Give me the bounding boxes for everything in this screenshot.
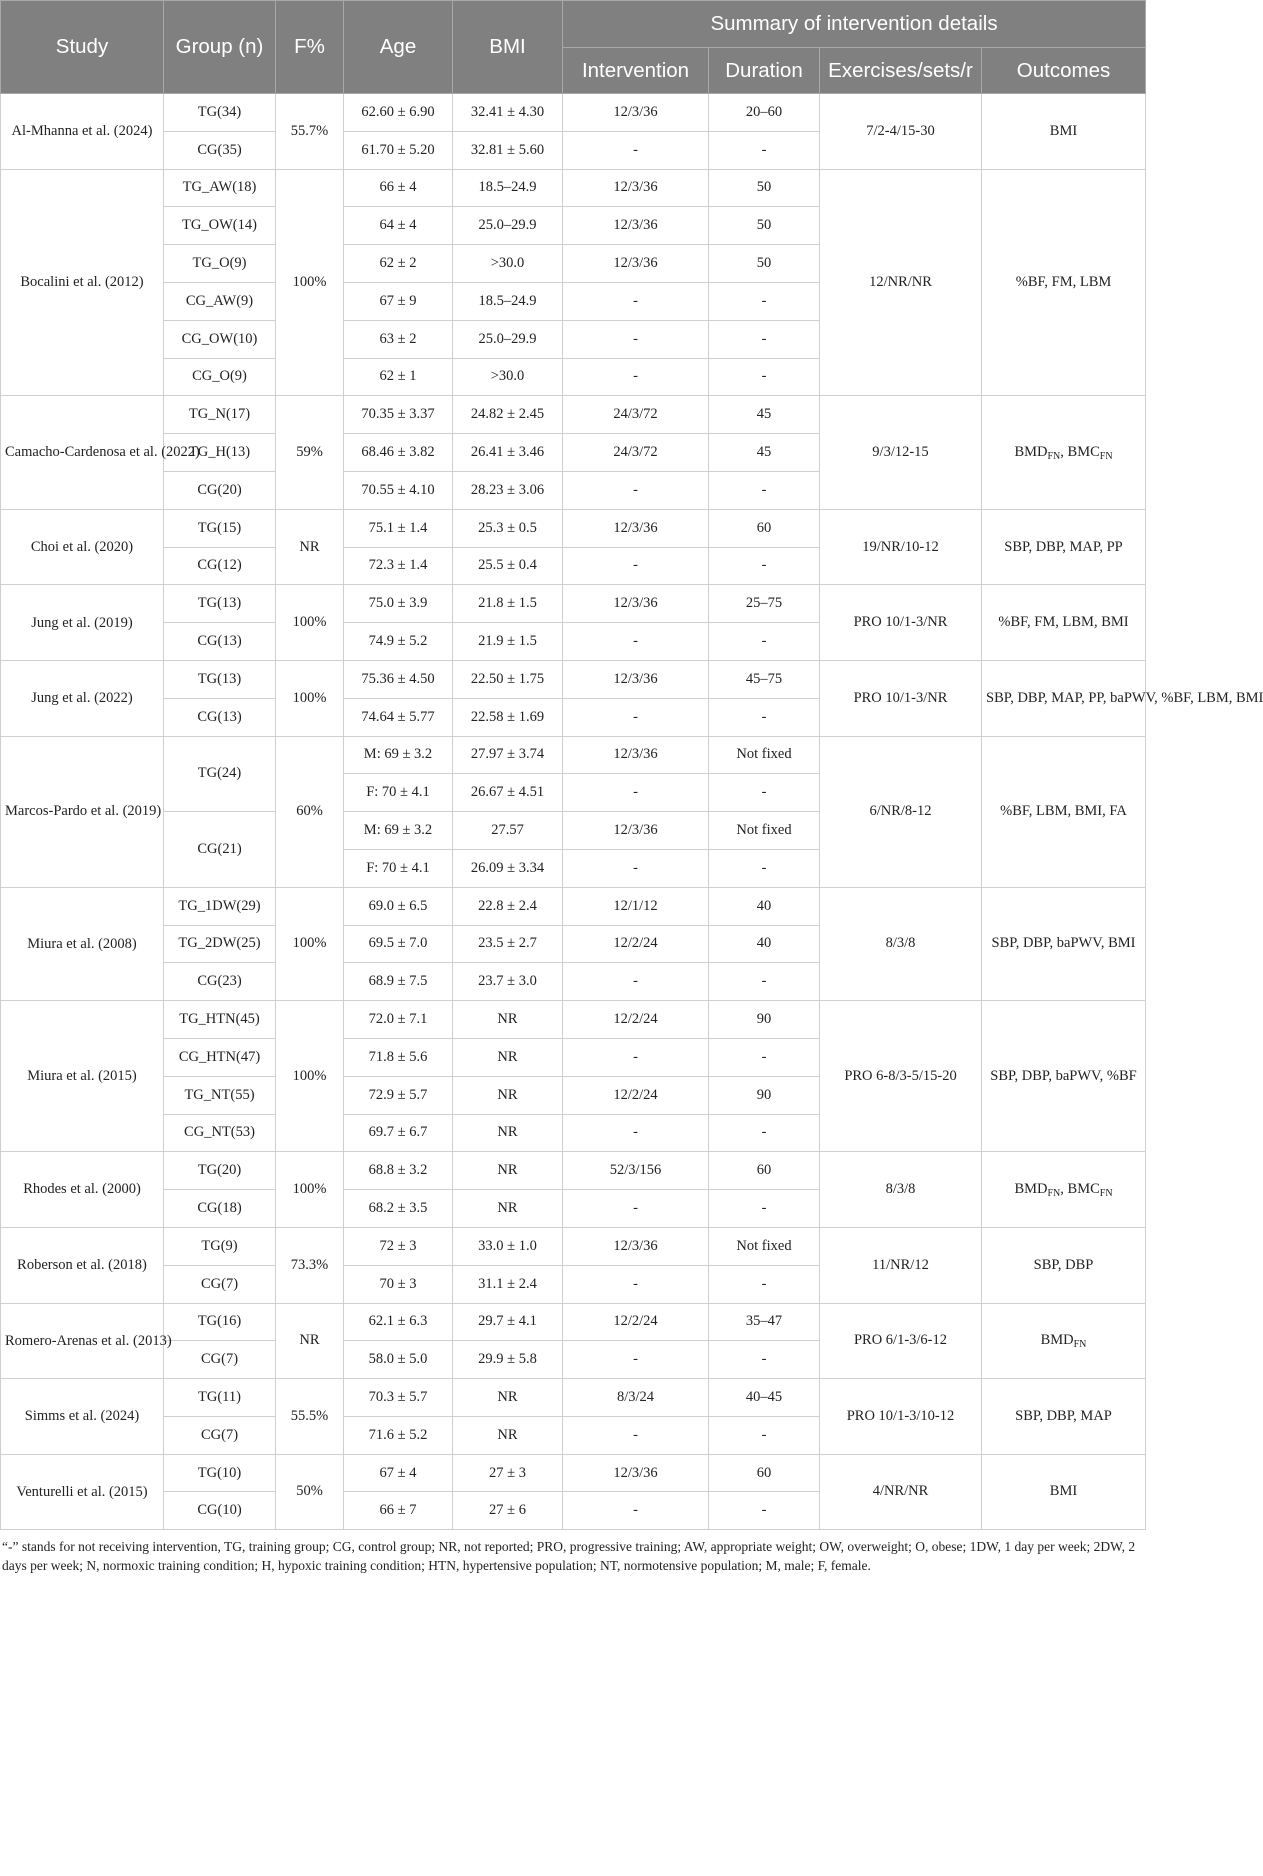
study-cell: Rhodes et al. (2000) bbox=[1, 1152, 164, 1228]
intervention-cell: 12/3/36 bbox=[563, 169, 709, 207]
age-cell: 66 ± 7 bbox=[344, 1492, 453, 1530]
female-pct-cell: 60% bbox=[276, 736, 344, 887]
intervention-cell: - bbox=[563, 471, 709, 509]
study-cell: Romero-Arenas et al. (2013) bbox=[1, 1303, 164, 1379]
duration-cell: - bbox=[709, 1341, 820, 1379]
exercises-cell: PRO 10/1-3/10-12 bbox=[820, 1379, 982, 1455]
bmi-cell: NR bbox=[453, 1152, 563, 1190]
bmi-cell: 32.41 ± 4.30 bbox=[453, 94, 563, 132]
exercises-cell: PRO 6-8/3-5/15-20 bbox=[820, 1001, 982, 1152]
age-cell: 68.46 ± 3.82 bbox=[344, 434, 453, 472]
outcomes-cell: %BF, FM, LBM, BMI bbox=[982, 585, 1146, 661]
duration-cell: 50 bbox=[709, 245, 820, 283]
intervention-cell: - bbox=[563, 1038, 709, 1076]
outcomes-cell: SBP, DBP, MAP bbox=[982, 1379, 1146, 1455]
duration-cell: 40 bbox=[709, 887, 820, 925]
duration-cell: - bbox=[709, 963, 820, 1001]
bmi-cell: NR bbox=[453, 1416, 563, 1454]
age-cell: 69.5 ± 7.0 bbox=[344, 925, 453, 963]
bmi-cell: NR bbox=[453, 1076, 563, 1114]
bmi-cell: NR bbox=[453, 1038, 563, 1076]
outcomes-cell: SBP, DBP, MAP, PP bbox=[982, 509, 1146, 585]
duration-cell: - bbox=[709, 131, 820, 169]
intervention-cell: - bbox=[563, 282, 709, 320]
table-row bbox=[1, 1152, 1146, 1190]
duration-cell: - bbox=[709, 1265, 820, 1303]
bmi-cell: 32.81 ± 5.60 bbox=[453, 131, 563, 169]
age-cell: 71.6 ± 5.2 bbox=[344, 1416, 453, 1454]
outcomes-cell: $BMD_{FN}$ bbox=[982, 1303, 1146, 1379]
duration-cell: 35–47 bbox=[709, 1303, 820, 1341]
female-pct-cell: 100% bbox=[276, 660, 344, 736]
table-row bbox=[1, 1227, 1146, 1265]
bmi-cell: NR bbox=[453, 1379, 563, 1417]
group-cell: TG_HTN(45) bbox=[164, 1001, 276, 1039]
table-row bbox=[1, 585, 1146, 623]
intervention-cell: 12/3/36 bbox=[563, 1227, 709, 1265]
group-cell: TG(34) bbox=[164, 94, 276, 132]
duration-cell: 60 bbox=[709, 1152, 820, 1190]
table-row bbox=[1, 396, 1146, 434]
group-cell: CG(23) bbox=[164, 963, 276, 1001]
outcomes-cell: SBP, DBP, baPWV, %BF bbox=[982, 1001, 1146, 1152]
bmi-cell: 29.7 ± 4.1 bbox=[453, 1303, 563, 1341]
outcomes-cell: SBP, DBP, MAP, PP, baPWV, %BF, LBM, BMI bbox=[982, 660, 1146, 736]
duration-cell: 20–60 bbox=[709, 94, 820, 132]
table-row bbox=[1, 660, 1146, 698]
group-cell: CG(10) bbox=[164, 1492, 276, 1530]
header-exercises: Exercises/sets/r bbox=[820, 48, 982, 94]
intervention-cell: 12/1/12 bbox=[563, 887, 709, 925]
table-row bbox=[1, 1379, 1146, 1417]
study-cell: Choi et al. (2020) bbox=[1, 509, 164, 585]
outcomes-cell: BMI bbox=[982, 94, 1146, 170]
group-cell: CG(7) bbox=[164, 1341, 276, 1379]
exercises-cell: 12/NR/NR bbox=[820, 169, 982, 396]
bmi-cell: 33.0 ± 1.0 bbox=[453, 1227, 563, 1265]
group-cell: CG(12) bbox=[164, 547, 276, 585]
outcomes-cell: %BF, LBM, BMI, FA bbox=[982, 736, 1146, 887]
intervention-cell: 12/2/24 bbox=[563, 1076, 709, 1114]
duration-cell: - bbox=[709, 282, 820, 320]
intervention-cell: 12/3/36 bbox=[563, 1454, 709, 1492]
duration-cell: 25–75 bbox=[709, 585, 820, 623]
intervention-cell: - bbox=[563, 1492, 709, 1530]
bmi-cell: 26.41 ± 3.46 bbox=[453, 434, 563, 472]
study-cell: Al-Mhanna et al. (2024) bbox=[1, 94, 164, 170]
duration-cell: 90 bbox=[709, 1076, 820, 1114]
bmi-cell: 18.5–24.9 bbox=[453, 282, 563, 320]
bmi-cell: 27.97 ± 3.74 bbox=[453, 736, 563, 774]
study-cell: Jung et al. (2019) bbox=[1, 585, 164, 661]
age-cell: 62 ± 2 bbox=[344, 245, 453, 283]
duration-cell: 90 bbox=[709, 1001, 820, 1039]
age-cell: 74.64 ± 5.77 bbox=[344, 698, 453, 736]
intervention-cell: - bbox=[563, 1416, 709, 1454]
outcomes-cell: $BMD_{FN}$, $BMC_{FN}$ bbox=[982, 396, 1146, 509]
study-cell: Jung et al. (2022) bbox=[1, 660, 164, 736]
group-cell: TG_N(17) bbox=[164, 396, 276, 434]
age-cell: 70 ± 3 bbox=[344, 1265, 453, 1303]
bmi-cell: 29.9 ± 5.8 bbox=[453, 1341, 563, 1379]
exercises-cell: 8/3/8 bbox=[820, 887, 982, 1000]
duration-cell: - bbox=[709, 1038, 820, 1076]
bmi-cell: 23.5 ± 2.7 bbox=[453, 925, 563, 963]
age-cell: 74.9 ± 5.2 bbox=[344, 623, 453, 661]
exercises-cell: 6/NR/8-12 bbox=[820, 736, 982, 887]
table-row bbox=[1, 736, 1146, 774]
age-cell: F: 70 ± 4.1 bbox=[344, 849, 453, 887]
intervention-cell: - bbox=[563, 320, 709, 358]
group-cell: CG(13) bbox=[164, 623, 276, 661]
age-cell: 72 ± 3 bbox=[344, 1227, 453, 1265]
outcomes-cell: %BF, FM, LBM bbox=[982, 169, 1146, 396]
age-cell: 63 ± 2 bbox=[344, 320, 453, 358]
study-cell: Marcos-Pardo et al. (2019) bbox=[1, 736, 164, 887]
intervention-cell: - bbox=[563, 1190, 709, 1228]
age-cell: 58.0 ± 5.0 bbox=[344, 1341, 453, 1379]
age-cell: 64 ± 4 bbox=[344, 207, 453, 245]
female-pct-cell: 73.3% bbox=[276, 1227, 344, 1303]
bmi-cell: 28.23 ± 3.06 bbox=[453, 471, 563, 509]
age-cell: 62.60 ± 6.90 bbox=[344, 94, 453, 132]
group-cell: CG_NT(53) bbox=[164, 1114, 276, 1152]
age-cell: 71.8 ± 5.6 bbox=[344, 1038, 453, 1076]
exercises-cell: 19/NR/10-12 bbox=[820, 509, 982, 585]
table-row bbox=[1, 1303, 1146, 1341]
duration-cell: 45 bbox=[709, 396, 820, 434]
duration-cell: - bbox=[709, 849, 820, 887]
exercises-cell: PRO 6/1-3/6-12 bbox=[820, 1303, 982, 1379]
age-cell: 62 ± 1 bbox=[344, 358, 453, 396]
intervention-cell: - bbox=[563, 1265, 709, 1303]
group-cell: CG(18) bbox=[164, 1190, 276, 1228]
duration-cell: - bbox=[709, 547, 820, 585]
study-cell: Miura et al. (2008) bbox=[1, 887, 164, 1000]
intervention-cell: - bbox=[563, 547, 709, 585]
female-pct-cell: NR bbox=[276, 509, 344, 585]
outcomes-cell: SBP, DBP bbox=[982, 1227, 1146, 1303]
exercises-cell: 11/NR/12 bbox=[820, 1227, 982, 1303]
table-row bbox=[1, 169, 1146, 207]
duration-cell: - bbox=[709, 1190, 820, 1228]
age-cell: 66 ± 4 bbox=[344, 169, 453, 207]
female-pct-cell: 100% bbox=[276, 169, 344, 396]
bmi-cell: 31.1 ± 2.4 bbox=[453, 1265, 563, 1303]
age-cell: 61.70 ± 5.20 bbox=[344, 131, 453, 169]
table-row bbox=[1, 1001, 1146, 1039]
header-summary: Summary of intervention details bbox=[563, 1, 1146, 48]
study-cell: Camacho-Cardenosa et al. (2022) bbox=[1, 396, 164, 509]
intervention-cell: - bbox=[563, 849, 709, 887]
study-cell: Venturelli et al. (2015) bbox=[1, 1454, 164, 1530]
bmi-cell: 22.58 ± 1.69 bbox=[453, 698, 563, 736]
group-cell: TG_2DW(25) bbox=[164, 925, 276, 963]
duration-cell: - bbox=[709, 698, 820, 736]
age-cell: 62.1 ± 6.3 bbox=[344, 1303, 453, 1341]
duration-cell: 50 bbox=[709, 207, 820, 245]
intervention-cell: - bbox=[563, 698, 709, 736]
intervention-cell: 12/3/36 bbox=[563, 207, 709, 245]
bmi-cell: NR bbox=[453, 1190, 563, 1228]
group-cell: CG(13) bbox=[164, 698, 276, 736]
bmi-cell: 26.09 ± 3.34 bbox=[453, 849, 563, 887]
group-cell: CG(35) bbox=[164, 131, 276, 169]
age-cell: 75.0 ± 3.9 bbox=[344, 585, 453, 623]
bmi-cell: 25.0–29.9 bbox=[453, 320, 563, 358]
duration-cell: Not fixed bbox=[709, 812, 820, 850]
exercises-cell: PRO 10/1-3/NR bbox=[820, 585, 982, 661]
group-cell: CG_OW(10) bbox=[164, 320, 276, 358]
duration-cell: - bbox=[709, 623, 820, 661]
table-footnote: “-” stands for not receiving intervention, TG, training group; CG, control group; NR, not reported; PRO, progressive training; AW, appropriate weight; OW, overweight; O, obese; 1DW, 1 day per week; 2DW, 2 days per week; N, normoxic training condition; H, hypoxic training condition; HTN, hypertensive population; NT, normotensive population; M, male; F, female. bbox=[2, 1539, 1136, 1573]
bmi-cell: NR bbox=[453, 1001, 563, 1039]
table-row bbox=[1, 887, 1146, 925]
intervention-cell: 12/2/24 bbox=[563, 1303, 709, 1341]
outcomes-cell: BMI bbox=[982, 1454, 1146, 1530]
intervention-cell: 12/3/36 bbox=[563, 94, 709, 132]
header-group: Group (n) bbox=[164, 1, 276, 94]
bmi-cell: NR bbox=[453, 1114, 563, 1152]
group-cell: TG(10) bbox=[164, 1454, 276, 1492]
header-study: Study bbox=[1, 1, 164, 94]
bmi-cell: 27 ± 6 bbox=[453, 1492, 563, 1530]
bmi-cell: 23.7 ± 3.0 bbox=[453, 963, 563, 1001]
intervention-cell: - bbox=[563, 1114, 709, 1152]
duration-cell: 60 bbox=[709, 1454, 820, 1492]
age-cell: 67 ± 4 bbox=[344, 1454, 453, 1492]
age-cell: 67 ± 9 bbox=[344, 282, 453, 320]
study-cell: Bocalini et al. (2012) bbox=[1, 169, 164, 396]
group-cell: TG_1DW(29) bbox=[164, 887, 276, 925]
age-cell: M: 69 ± 3.2 bbox=[344, 736, 453, 774]
duration-cell: 45–75 bbox=[709, 660, 820, 698]
duration-cell: - bbox=[709, 471, 820, 509]
duration-cell: 50 bbox=[709, 169, 820, 207]
group-cell: TG(20) bbox=[164, 1152, 276, 1190]
group-cell: CG(20) bbox=[164, 471, 276, 509]
exercises-cell: PRO 10/1-3/NR bbox=[820, 660, 982, 736]
age-cell: 69.0 ± 6.5 bbox=[344, 887, 453, 925]
intervention-cell: - bbox=[563, 358, 709, 396]
group-cell: TG_NT(55) bbox=[164, 1076, 276, 1114]
intervention-cell: 12/3/36 bbox=[563, 245, 709, 283]
female-pct-cell: 100% bbox=[276, 887, 344, 1000]
age-cell: 75.1 ± 1.4 bbox=[344, 509, 453, 547]
bmi-cell: >30.0 bbox=[453, 358, 563, 396]
duration-cell: - bbox=[709, 1492, 820, 1530]
table-row bbox=[1, 1454, 1146, 1492]
group-cell: CG_AW(9) bbox=[164, 282, 276, 320]
intervention-cell: - bbox=[563, 774, 709, 812]
female-pct-cell: 55.5% bbox=[276, 1379, 344, 1455]
table-row bbox=[1, 509, 1146, 547]
duration-cell: 45 bbox=[709, 434, 820, 472]
bmi-cell: 26.67 ± 4.51 bbox=[453, 774, 563, 812]
intervention-cell: 12/3/36 bbox=[563, 736, 709, 774]
bmi-cell: 21.9 ± 1.5 bbox=[453, 623, 563, 661]
age-cell: 72.3 ± 1.4 bbox=[344, 547, 453, 585]
group-cell: TG(16) bbox=[164, 1303, 276, 1341]
group-cell: CG_HTN(47) bbox=[164, 1038, 276, 1076]
bmi-cell: 25.3 ± 0.5 bbox=[453, 509, 563, 547]
exercises-cell: 7/2-4/15-30 bbox=[820, 94, 982, 170]
bmi-cell: 27 ± 3 bbox=[453, 1454, 563, 1492]
outcomes-cell: SBP, DBP, baPWV, BMI bbox=[982, 887, 1146, 1000]
bmi-cell: 22.50 ± 1.75 bbox=[453, 660, 563, 698]
female-pct-cell: 100% bbox=[276, 1001, 344, 1152]
intervention-cell: - bbox=[563, 963, 709, 1001]
bmi-cell: 24.82 ± 2.45 bbox=[453, 396, 563, 434]
group-cell: TG(15) bbox=[164, 509, 276, 547]
intervention-cell: - bbox=[563, 131, 709, 169]
header-intervention: Intervention bbox=[563, 48, 709, 94]
age-cell: 72.0 ± 7.1 bbox=[344, 1001, 453, 1039]
age-cell: M: 69 ± 3.2 bbox=[344, 812, 453, 850]
duration-cell: 40 bbox=[709, 925, 820, 963]
group-cell: TG(9) bbox=[164, 1227, 276, 1265]
group-cell: TG_H(13) bbox=[164, 434, 276, 472]
female-pct-cell: NR bbox=[276, 1303, 344, 1379]
outcomes-cell: $BMD_{FN}$, $BMC_{FN}$ bbox=[982, 1152, 1146, 1228]
header-duration: Duration bbox=[709, 48, 820, 94]
group-cell: TG(11) bbox=[164, 1379, 276, 1417]
age-cell: 68.9 ± 7.5 bbox=[344, 963, 453, 1001]
intervention-cell: 24/3/72 bbox=[563, 434, 709, 472]
exercises-cell: 4/NR/NR bbox=[820, 1454, 982, 1530]
study-cell: Roberson et al. (2018) bbox=[1, 1227, 164, 1303]
age-cell: 72.9 ± 5.7 bbox=[344, 1076, 453, 1114]
bmi-cell: 25.5 ± 0.4 bbox=[453, 547, 563, 585]
header-female-pct: F% bbox=[276, 1, 344, 94]
age-cell: 68.2 ± 3.5 bbox=[344, 1190, 453, 1228]
age-cell: F: 70 ± 4.1 bbox=[344, 774, 453, 812]
group-cell: CG(7) bbox=[164, 1265, 276, 1303]
intervention-cell: 12/3/36 bbox=[563, 585, 709, 623]
study-cell: Simms et al. (2024) bbox=[1, 1379, 164, 1455]
table-body bbox=[1, 94, 1263, 1530]
intervention-cell: 52/3/156 bbox=[563, 1152, 709, 1190]
intervention-cell: 24/3/72 bbox=[563, 396, 709, 434]
age-cell: 68.8 ± 3.2 bbox=[344, 1152, 453, 1190]
female-pct-cell: 100% bbox=[276, 1152, 344, 1228]
exercises-cell: 8/3/8 bbox=[820, 1152, 982, 1228]
group-cell: CG(21) bbox=[164, 812, 276, 888]
duration-cell: - bbox=[709, 320, 820, 358]
bmi-cell: 27.57 bbox=[453, 812, 563, 850]
group-cell: TG(13) bbox=[164, 660, 276, 698]
female-pct-cell: 59% bbox=[276, 396, 344, 509]
group-cell: TG(13) bbox=[164, 585, 276, 623]
intervention-cell: 8/3/24 bbox=[563, 1379, 709, 1417]
table-row bbox=[1, 94, 1146, 132]
intervention-cell: 12/2/24 bbox=[563, 925, 709, 963]
duration-cell: - bbox=[709, 1416, 820, 1454]
intervention-cell: 12/3/36 bbox=[563, 660, 709, 698]
duration-cell: - bbox=[709, 1114, 820, 1152]
group-cell: CG_O(9) bbox=[164, 358, 276, 396]
intervention-cell: 12/2/24 bbox=[563, 1001, 709, 1039]
age-cell: 70.35 ± 3.37 bbox=[344, 396, 453, 434]
duration-cell: 60 bbox=[709, 509, 820, 547]
duration-cell: 40–45 bbox=[709, 1379, 820, 1417]
bmi-cell: 21.8 ± 1.5 bbox=[453, 585, 563, 623]
age-cell: 70.3 ± 5.7 bbox=[344, 1379, 453, 1417]
exercises-cell: 9/3/12-15 bbox=[820, 396, 982, 509]
study-cell: Miura et al. (2015) bbox=[1, 1001, 164, 1152]
female-pct-cell: 50% bbox=[276, 1454, 344, 1530]
intervention-cell: 12/3/36 bbox=[563, 509, 709, 547]
header-age: Age bbox=[344, 1, 453, 94]
group-cell: TG_O(9) bbox=[164, 245, 276, 283]
group-cell: TG(24) bbox=[164, 736, 276, 812]
bmi-cell: 18.5–24.9 bbox=[453, 169, 563, 207]
age-cell: 75.36 ± 4.50 bbox=[344, 660, 453, 698]
group-cell: TG_AW(18) bbox=[164, 169, 276, 207]
table-header bbox=[1, 1, 1146, 94]
female-pct-cell: 100% bbox=[276, 585, 344, 661]
bmi-cell: 25.0–29.9 bbox=[453, 207, 563, 245]
duration-cell: - bbox=[709, 774, 820, 812]
age-cell: 69.7 ± 6.7 bbox=[344, 1114, 453, 1152]
age-cell: 70.55 ± 4.10 bbox=[344, 471, 453, 509]
header-bmi: BMI bbox=[453, 1, 563, 94]
bmi-cell: 22.8 ± 2.4 bbox=[453, 887, 563, 925]
duration-cell: Not fixed bbox=[709, 1227, 820, 1265]
group-cell: CG(7) bbox=[164, 1416, 276, 1454]
female-pct-cell: 55.7% bbox=[276, 94, 344, 170]
intervention-cell: - bbox=[563, 623, 709, 661]
duration-cell: - bbox=[709, 358, 820, 396]
intervention-cell: - bbox=[563, 1341, 709, 1379]
intervention-cell: 12/3/36 bbox=[563, 812, 709, 850]
header-outcomes: Outcomes bbox=[982, 48, 1146, 94]
group-cell: TG_OW(14) bbox=[164, 207, 276, 245]
bmi-cell: >30.0 bbox=[453, 245, 563, 283]
duration-cell: Not fixed bbox=[709, 736, 820, 774]
